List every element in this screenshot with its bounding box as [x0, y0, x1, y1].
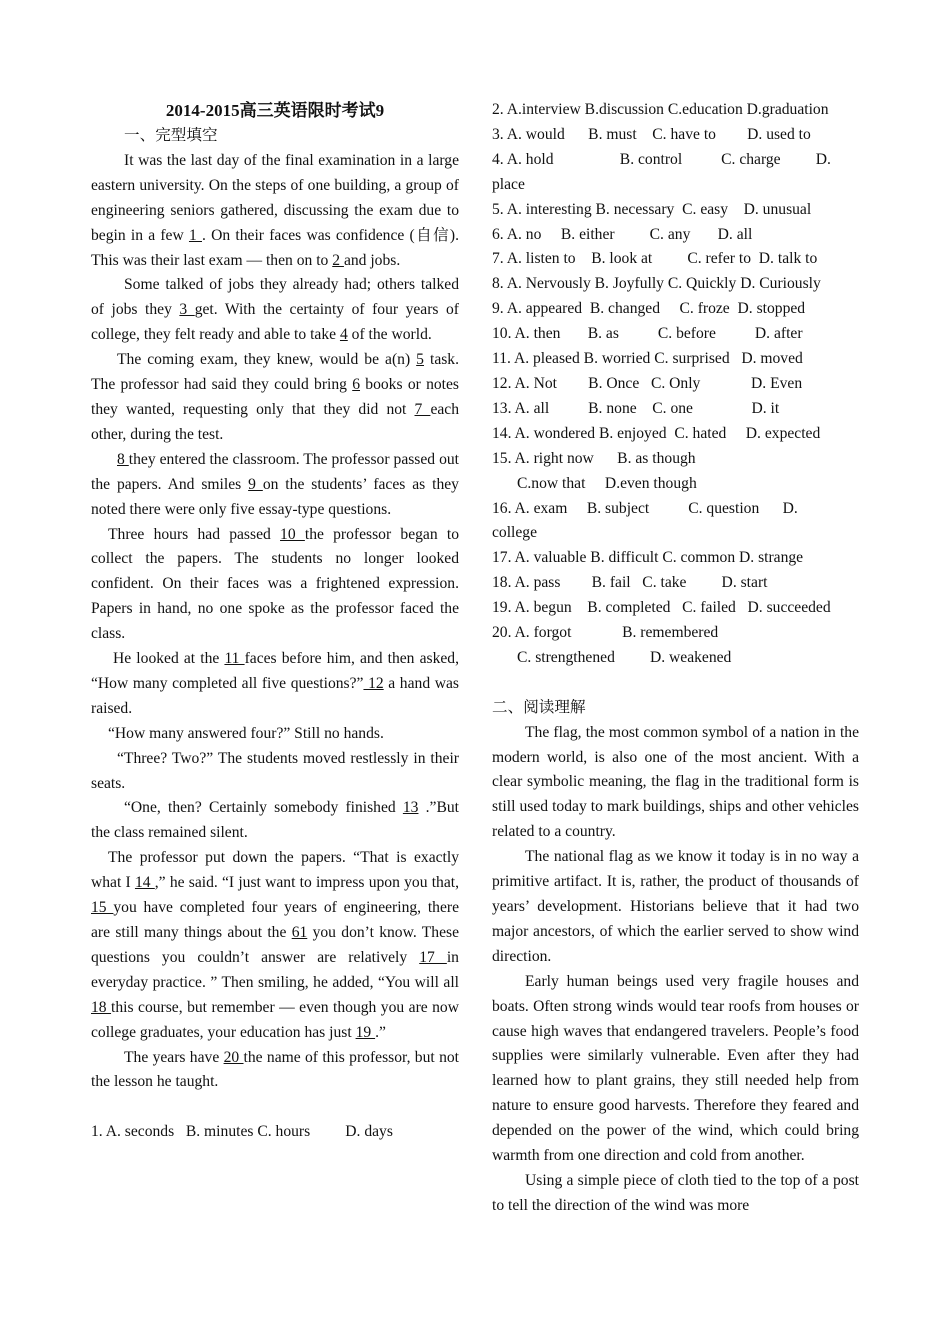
blank-5: 5 [416, 351, 424, 369]
option-line-3: 3. A. would B. must C. have to D. used to [492, 125, 811, 143]
reading-paragraph-1: The flag, the most common symbol of a nation in the modern world, is also one of the most ancient. With a clear symbolic meaning, the flag in the traditional form is still used today to mark buildings, ships and other vehicles related to a country. [492, 723, 859, 841]
cloze-paragraph-6: He looked at the 11 faces before him, and then asked, “How many completed all five questions?” 12 a hand was raised. [91, 650, 459, 717]
option-line-17: 17. A. valuable B. difficult C. common D. strange [492, 549, 804, 567]
cloze-paragraph-4: 8 they entered the classroom. The professor passed out the papers. And smiles 9 on the students’ faces as they noted there were only five essay-type questions. [91, 450, 459, 518]
option-line-5: 5. A. interesting B. necessary C. easy D. unusual [492, 200, 812, 218]
reading-paragraph-3: Early human beings used very fragile houses and boats. Often strong winds would tear roofs from houses or cause high waves that endangered travelers. People’s food supplies were similarly vulnerable. Even after they had learned how to plant grains, they still needed help from nature to ensure good harvests. Therefore they feared and depended on the power of the wind, which could bring warmth from one direction and cold from another. [492, 972, 859, 1165]
blank-17: 17 [419, 948, 447, 966]
blank-16: 61 [291, 924, 308, 941]
reading-paragraph-4: Using a simple piece of cloth tied to the top of a post to tell the direction of the wind was more [492, 1171, 859, 1214]
option-line-10: 10. A. then B. as C. before D. after [492, 325, 803, 343]
blank-15: 15 [91, 899, 114, 917]
option-line-13: 13. A. all B. none C. one D. it [492, 399, 780, 417]
blank-19: 19 [355, 1023, 376, 1041]
option-line-1: 1. A. seconds B. minutes C. hours D. days [91, 1123, 393, 1141]
option-line-6: 6. A. no B. either C. any D. all [492, 225, 753, 243]
blank-11: 11 [224, 650, 245, 668]
blank-13: 13 [402, 799, 419, 817]
cloze-paragraph-1: It was the last day of the final examination in a large eastern university. On the steps of one building, a group of engineering seniors gathered, discussing the exam due to begin in a few 1 . On their faces was confidence (自信). This was their last exam — then on to 2 and jobs. [91, 151, 459, 269]
section-heading-reading: 二、阅读理解 [492, 698, 586, 716]
option-line-11: 11. A. pleased B. worried C. surprised D. moved [492, 350, 803, 368]
blank-10: 10 [280, 525, 305, 543]
cloze-paragraph-2: Some talked of jobs they already had; others talked of jobs they 3 get. With the certainty of four years of college, they felt ready and able to take 4 of the world. [91, 276, 459, 344]
blank-6: 6 [352, 376, 361, 394]
option-line-16: 16. A. exam B. subject C. question D. [492, 499, 798, 517]
option-line-16-cont: college [492, 524, 538, 542]
spacer [91, 1095, 459, 1120]
reading-paragraph-2: The national flag as we know it today is in no way a primitive artifact. It is, rather, the product of thousands of years’ development. Historians believe that it had two major ancestors, of which the earlier served to show wind direction. [492, 848, 859, 965]
section-heading-cloze: 一、完型填空 [124, 127, 218, 144]
blank-8: 8 [117, 450, 129, 468]
blank-3: 3 [179, 301, 195, 319]
blank-7: 7 [414, 400, 431, 418]
option-line-9: 9. A. appeared B. changed C. froze D. stopped [492, 300, 806, 318]
option-line-2: 2. A.interview B.discussion C.education D.graduation [492, 101, 829, 118]
option-line-20-cont: C. strengthened D. weakened [517, 648, 732, 666]
option-line-18: 18. A. pass B. fail C. take D. start [492, 574, 768, 592]
option-line-14: 14. A. wondered B. enjoyed C. hated D. expected [492, 424, 821, 442]
cloze-paragraph-5: Three hours had passed 10 the professor began to collect the papers. The students no longer looked confident. On their faces was a frightened expression. Papers in hand, no one spoke as the professor faced the class. [91, 525, 459, 643]
cloze-paragraph-9: “One, then? Certainly somebody finished 13 .”But the class remained silent. [91, 799, 460, 842]
right-column [492, 98, 859, 1219]
option-line-12: 12. A. Not B. Once C. Only D. Even [492, 374, 803, 392]
option-line-8: 8. A. Nervously B. Joyfully C. Quickly D. Curiously [492, 275, 821, 293]
cloze-paragraph-8: “Three? Two?” The students moved restlessly in their seats. [91, 749, 459, 792]
cloze-paragraph-3: The coming exam, they knew, would be a(n) 5 task. The professor had said they could bring 6 books or notes they wanted, requesting only that they did not 7 each other, during the test. [91, 351, 460, 443]
cloze-paragraph-11: The years have 20 the name of this professor, but not the lesson he taught. [91, 1048, 459, 1091]
blank-20: 20 [223, 1048, 244, 1066]
option-line-20: 20. A. forgot B. remembered [492, 624, 719, 642]
blank-1: 1 [188, 226, 202, 244]
blank-18: 18 [91, 998, 112, 1016]
spacer [492, 671, 859, 696]
cloze-paragraph-10: The professor put down the papers. “That is exactly what I 14 ,” he said. “I just want to impress upon you that, 15 you have completed four years of engineering, there are still many things about the 61 you don’t know. These questions you couldn’t answer are relatively 17 in everyday practice. ” Then smiling, he added, “You will all 18 this course, but remember — even though you are now college graduates, your education has just 19 .” [91, 849, 459, 1041]
blank-4: 4 [339, 326, 348, 344]
cloze-paragraph-7: “How many answered four?” Still no hands. [108, 724, 384, 742]
option-line-15: 15. A. right now B. as though [492, 449, 696, 467]
option-line-7: 7. A. listen to B. look at C. refer to D. talk to [492, 250, 818, 268]
blank-14: 14 [134, 874, 155, 892]
blank-2: 2 [332, 251, 344, 269]
option-line-15-cont: C.now that D.even though [517, 474, 697, 492]
left-column [91, 98, 459, 1145]
blank-12: 12 [363, 674, 384, 692]
option-line-19: 19. A. begun B. completed C. failed D. succeeded [492, 599, 831, 617]
document-title: 2014-2015高三英语限时考试9 [165, 101, 385, 120]
option-line-4: 4. A. hold B. control C. charge D. [492, 150, 831, 168]
option-line-4-cont: place [492, 175, 525, 193]
blank-9: 9 [248, 475, 263, 493]
